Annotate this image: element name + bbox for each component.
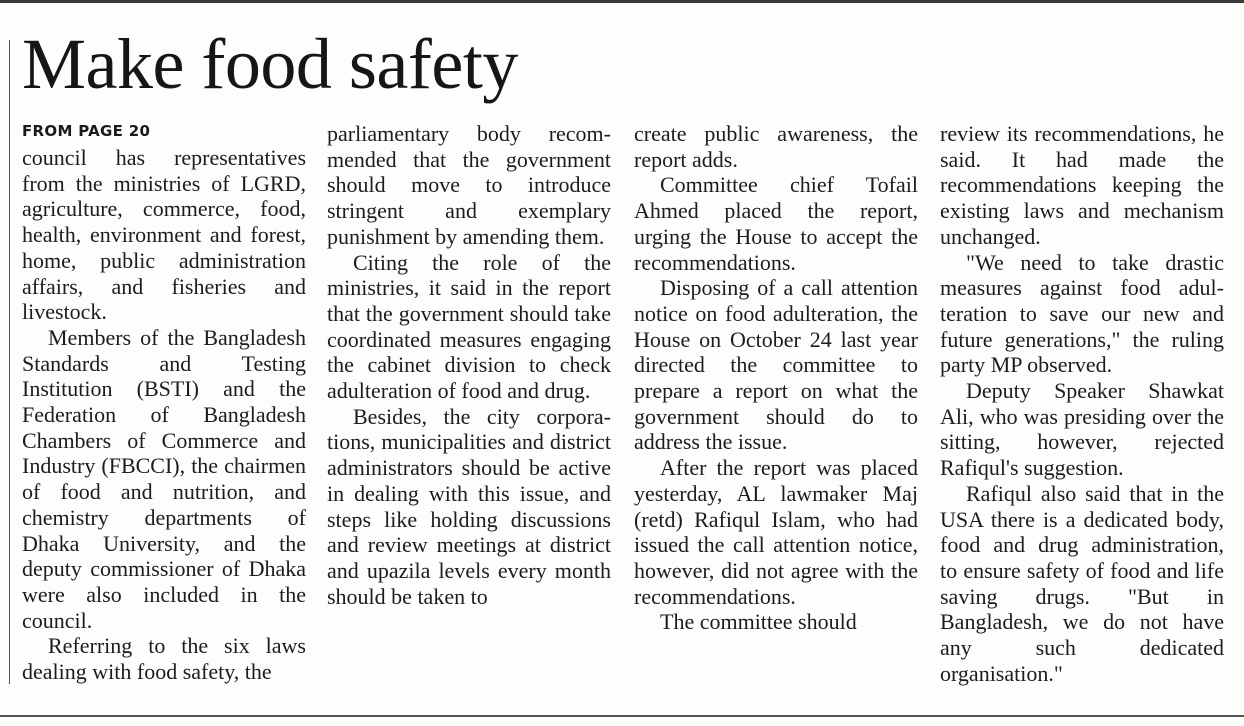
paragraph: Disposing of a call attention notice on food adulteration, the House on October 24 last year directed the committee to prepare a report on what the government should do to address the issue. (634, 275, 918, 455)
headline: Make food safety (22, 24, 518, 104)
paragraph: parliamentary body recommended that the government should move to introduce stringent and exemplary punishment by amending them. (327, 121, 611, 249)
paragraph: "We need to take drastic measures against food adulteration to save our new and future generations," the ruling party MP observed. (940, 249, 1224, 378)
article-column-4 (940, 121, 1224, 686)
paragraph: After the report was placed yesterday, AL lawmaker Maj (retd) Rafiqul Islam, who had issued the call attention notice, however, did not agree with the recommendations. (634, 455, 918, 609)
kicker-from-page: FROM PAGE 20 (22, 122, 151, 140)
article-column-1 (22, 145, 306, 685)
bottom-rule (0, 715, 1244, 717)
paragraph: Referring to the six laws dealing with food safety, the (22, 633, 306, 685)
paragraph: The committee should (660, 609, 857, 635)
paragraph: Deputy Speaker Shawkat Ali, who was presiding over the sitting, however, rejected Rafiqul's suggestion. (940, 378, 1224, 481)
paragraph: review its recommendations, he said. It had made the recommendations keeping the existing laws and mechanism unchanged. (940, 121, 1224, 249)
paragraph: create public awareness, the report adds. (634, 121, 918, 172)
top-rule (0, 0, 1244, 3)
article-column-2 (327, 121, 611, 609)
paragraph: Besides, the city corporations, municipalities and district administrators should be active in dealing with this issue, and steps like holding discussions and review meetings at district and upazila levels every month should be taken to (327, 403, 611, 609)
left-column-rule (9, 40, 10, 684)
paragraph: council has representatives from the ministries of LGRD, agriculture, commerce, food, health, environment and forest, home, public administration affairs, and fisheries and livestock. (22, 145, 306, 325)
article-column-3 (634, 121, 918, 635)
paragraph: Citing the role of the ministries, it said in the report that the government should take coordinated measures engaging the cabinet division to check adulteration of food and drug. (327, 249, 611, 404)
paragraph: Rafiqul also said that in the USA there is a dedicated body, food and drug administration, to ensure safety of food and life saving drugs. "But in Bangladesh, we do not have any such dedicated organisation." (940, 480, 1224, 686)
paragraph: Committee chief Tofail Ahmed placed the report, urging the House to accept the recommendations. (634, 172, 918, 275)
paragraph: Members of the Bangladesh Standards and Testing Institution (BSTI) and the Federation of Bangladesh Chambers of Commerce and Industry (FBCCI), the chairmen of food and nutrition, and chemistry departments of Dhaka University, and the deputy commissioner of Dhaka were also included in the council. (22, 324, 306, 633)
